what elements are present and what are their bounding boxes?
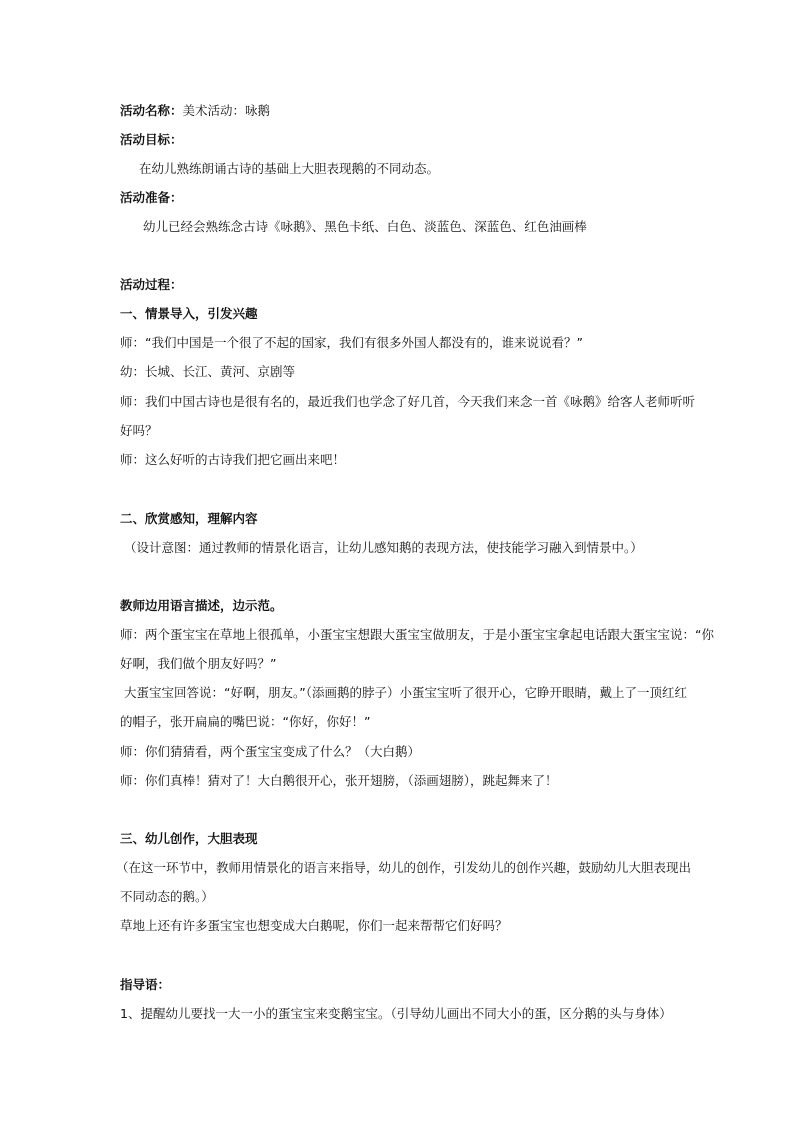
guidance-heading: 指导语：	[120, 977, 171, 992]
section-1-heading: 一、情景导入，引发兴趣	[120, 306, 258, 321]
section-3-note-cont: 不同动态的鹅。）	[120, 889, 214, 904]
activity-name-line	[120, 103, 270, 119]
dialogue-line: 师：你们猜猜看，两个蛋宝宝变成了什么？（大白鹅）	[120, 744, 421, 759]
activity-process-heading: 活动过程：	[120, 277, 183, 292]
dialogue-line: 师：“我们中国是一个很了不起的国家，我们有很多外国人都没有的，谁来说说看？”	[120, 335, 583, 350]
section-3-heading: 三、幼儿创作，大胆表现	[120, 831, 258, 846]
activity-prep-heading: 活动准备：	[120, 190, 183, 205]
demo-heading: 教师边用语言描述，边示范。	[120, 598, 283, 613]
dialogue-line: 师：你们真棒！猜对了！大白鹅很开心，张开翅膀，（添画翅膀），跳起舞来了！	[120, 773, 558, 788]
section-3-note: （在这一环节中，教师用情景化的语言来指导，幼儿的创作，引发幼儿的创作兴趣，鼓励幼儿大胆表现出	[116, 860, 692, 875]
guidance-item-1: 1、提醒幼儿要找一大一小的蛋宝宝来变鹅宝宝。（引导幼儿画出不同大小的蛋，区分鹅的头与身体）	[120, 1006, 672, 1021]
activity-name-value: 美术活动：咏鹅	[182, 103, 271, 118]
activity-name-label: 活动名称：	[120, 103, 183, 118]
design-intent-note: （设计意图：通过教师的情景化语言，让幼儿感知鹅的表现方法，使技能学习融入到情景中。）	[124, 540, 643, 555]
dialogue-line: 好吗？	[120, 423, 158, 438]
dialogue-line: 好啊，我们做个朋友好吗？”	[120, 656, 277, 671]
dialogue-line: 师：我们中国古诗也是很有名的，最近我们也学念了好几首，今天我们来念一首《咏鹅》给客人老师听听	[120, 394, 696, 409]
activity-prep-text: 幼儿已经会熟练念古诗《咏鹅》、黑色卡纸、白色、淡蓝色、深蓝色、红色油画棒	[143, 219, 587, 234]
section-2-heading: 二、欣赏感知，理解内容	[120, 511, 258, 526]
dialogue-line: 大蛋宝宝回答说：“好啊，朋友。”（添画鹅的脖子）小蛋宝宝听了很开心，它睁开眼睛，戴上了一顶红红	[124, 685, 687, 700]
dialogue-line: 师：两个蛋宝宝在草地上很孤单，小蛋宝宝想跟大蛋宝宝做朋友，于是小蛋宝宝拿起电话跟大蛋宝宝说：“你	[120, 627, 714, 642]
activity-goal-heading: 活动目标：	[120, 132, 183, 147]
dialogue-line: 幼：长城、长江、黄河、京剧等	[120, 364, 296, 379]
section-3-text: 草地上还有许多蛋宝宝也想变成大白鹅呢，你们一起来帮帮它们好吗？	[120, 918, 508, 933]
dialogue-line: 的帽子，张开扁扁的嘴巴说：“你好，你好！”	[120, 714, 371, 729]
dialogue-line: 师：这么好听的古诗我们把它画出来吧！	[120, 452, 346, 467]
activity-goal-text: 在幼儿熟练朗诵古诗的基础上大胆表现鹅的不同动态。	[139, 161, 440, 176]
